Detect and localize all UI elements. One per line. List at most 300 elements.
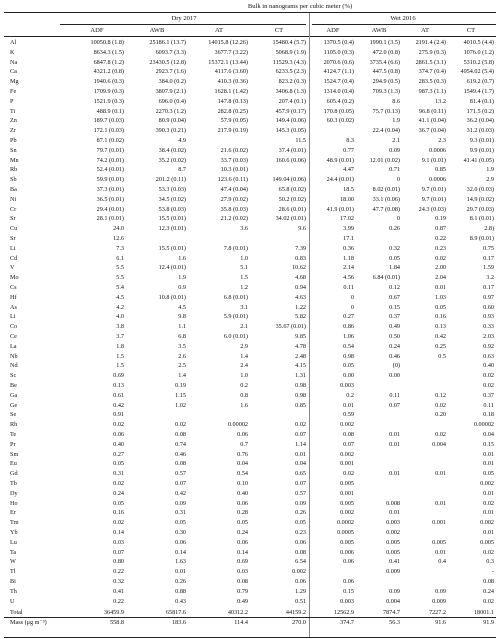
table-cell: 0.49 [237,597,248,605]
table-cell: 0.40 [113,440,124,448]
table-cell: 0.85 [435,166,446,174]
row-element-label: Te [10,431,17,438]
table-cell: 4.47 [343,166,354,174]
table-cell: 0.009 [432,597,446,605]
table-cell: 0.94 [295,284,306,291]
row-element-label: Be [10,382,17,389]
table-cell: 5.4 [116,284,124,291]
table-cell: 4117.6 (3.60) [214,68,248,76]
table-cell: 0.19 [175,382,186,389]
total-top-rule [4,617,496,618]
table-cell: 0.0002 [336,519,354,527]
table-cell: 1.5 [116,352,124,360]
table-cell: 31.2 (0.03) [466,127,494,135]
table-cell: 0.05 [237,519,248,527]
table-cell: 0.13 [113,382,124,389]
table-cell: 123.6 (0.11) [217,176,248,184]
table-cell: 1.31 [295,372,306,380]
table-cell: 18.00 [340,195,354,203]
table-cell: 0.31 [113,470,124,478]
row-element-label: Ni [10,195,17,203]
table-cell: 1.6 [178,254,186,262]
table-cell: 1.29 [295,587,306,595]
table-cell: 0.57 [175,470,186,478]
table-cell: 0.01 [435,499,446,507]
table-cell: 0.02 [483,548,494,556]
table-cell: 390.3 (0.21) [155,127,186,135]
table-cell: 0.06 [343,578,354,585]
table-cell: 0.08 [175,460,186,468]
table-cell: 23430.5 (12.8) [149,58,186,66]
table-cell: 24.0 [113,225,124,233]
table-cell: 0.69 [237,558,248,566]
table-cell: 5310.2 (5.8) [463,58,494,66]
table-cell: 17.02 [340,215,354,223]
table-cell: 5.82 [295,313,306,321]
table-cell: 384.0 (0.2) [158,78,186,86]
table-cell: 0.05 [113,499,124,507]
table-cell: 3406.8 (1.3) [275,88,306,95]
table-cell: 0.02 [483,372,494,380]
row-element-label: Na [10,58,18,66]
table-cell: 0.31 [175,509,186,517]
table-cell: 0.09 [435,587,446,595]
table-cell: 6233.5 (2.3) [275,68,306,76]
table-cell: 0.42 [435,333,446,340]
table-cell: 0.08 [295,548,306,556]
table-cell: 0.98 [295,382,306,389]
table-cell: 2.9 [486,176,494,184]
table-cell: 0.09 [389,587,400,595]
table-cell: 0.02 [435,431,446,438]
table-cell: 0.01 [389,431,400,438]
table-cell: 0.06 [295,578,306,585]
row-element-label: Dy [10,489,18,497]
table-cell: 18001.1 [473,609,494,617]
row-element-label: Cr [10,205,17,213]
table-cell: 1.59 [483,264,494,272]
table-cell: 0.59 [343,411,354,419]
table-cell: 8.9 (0.01) [469,235,494,242]
table-cell: 6.0 (0.01) [223,333,248,340]
table-cell: 7.8 (0.01) [223,244,248,252]
table-cell: 0.74 [175,440,186,448]
table-cell: 0.005 [340,499,354,507]
row-element-label: Sn [10,146,17,154]
row-element-label: Ce [10,333,17,340]
table-cell: 0.07 [295,480,306,487]
table-cell: 57.9 (0.05) [220,117,248,125]
table-cell: 1105.0 (0.3) [323,48,354,56]
table-cell: 0.60 [483,303,494,311]
table-cell: 0.20 [435,411,446,419]
table-cell: 0.02 [483,499,494,507]
table-cell: 0.0006 [428,146,446,154]
table-cell: 987.3 (1.1) [418,88,446,95]
table-cell: 0.98 [343,352,354,360]
table-cell: 0.69 [113,372,124,380]
row-element-label: Nd [10,362,18,370]
row-element-label: Al [10,39,17,46]
table-cell: 81.4 (0.1) [469,97,494,105]
table-cell: 0.02 [343,470,354,478]
table-cell: 3.7 [116,333,124,340]
table-cell: 0.46 [389,352,400,360]
table-cell: 0.09 [389,146,400,154]
table-cell: 53.3 (0.03) [158,186,186,193]
table-cell: 605.4 (0.2) [326,97,354,105]
table-cell: 619.2 (0.7) [466,78,494,86]
table-cell: 0.01 [435,470,446,478]
table-cell: 2191.4 (2.4) [415,39,446,46]
table-cell: 0.17 [483,254,494,262]
table-cell: 0.02 [113,519,124,527]
table-cell: 0.04 [483,431,494,438]
table-cell: 8.7 [178,166,186,174]
table-cell: 36459.9 [103,609,124,617]
table-cell: 0.4 [438,558,446,566]
table-cell: 0.08 [175,431,186,438]
table-cell: 0.00 [343,372,354,380]
table-cell: 7874.7 [382,609,400,617]
table-cell: 0.005 [340,538,354,546]
table-cell: 0.23 [435,244,446,252]
table-cell: 0.65 [295,470,306,478]
row-element-label: Gd [10,470,18,478]
table-cell: 170.8 (0.05) [323,107,354,115]
table-cell: 41.1 (0.04) [418,117,446,125]
table-cell: 0.41 [113,587,124,595]
table-cell: 0.06 [343,558,354,566]
table-cell: 0.05 [295,519,306,527]
table-cell: 2070.6 (0.6) [323,58,354,66]
table-cell: 0.04 [237,460,248,468]
table-cell: 0.3 [486,558,494,566]
table-cell: 0.92 [483,342,494,350]
table-cell: 0.40 [237,489,248,497]
table-cell: 0.05 [483,470,494,478]
table-bottom-rule [4,637,496,638]
table-cell: 1.4 [178,372,186,380]
table-cell: 2.00 [435,264,446,272]
table-cell: 0.11 [389,391,400,399]
table-cell: 0.28 [237,509,248,517]
table-cell: 6.8 (0.01) [223,293,248,301]
table-cell: 17.1 [343,235,354,242]
table-cell: 0.004 [386,597,400,605]
table-cell: 172.1 (0.03) [93,127,124,135]
table-cell: 29.4 (0.01) [96,205,124,213]
table-cell: 145.3 (0.05) [275,127,306,135]
table-cell: 0.001 [432,519,446,527]
table-cell: 0.79 [237,587,248,595]
table-cell: 0.002 [386,529,400,536]
table-cell: 171.5 (0.2) [466,107,494,115]
table-cell: 0.06 [113,431,124,438]
table-cell: 0.06 [175,538,186,546]
table-cell: 0.15 [483,440,494,448]
row-element-label: Tb [10,480,17,487]
col-header-dry-ct: CT [274,27,284,34]
group-separator [309,13,310,637]
table-cell: 15480.4 (5.7) [272,39,306,46]
table-cell: 15.5 (0.01) [158,215,186,223]
table-cell: 0.01 [389,509,400,517]
table-cell: 1.5 [240,274,248,282]
row-element-label: Nb [10,352,18,360]
table-cell: 41.41 (0.05) [463,156,494,164]
table-cell: 5.1 [240,264,248,272]
table-cell: 374.7 (0.4) [418,68,446,76]
row-element-label: Tm [10,519,19,527]
table-cell: 0.005 [432,538,446,546]
table-cell: 5068.9 (1.9) [275,48,306,56]
table-cell: 33.1 (0.06) [372,195,400,203]
row-element-label: Ba [10,186,17,193]
table-cell: 0.00 [389,372,400,380]
table-cell: 1.5 [116,362,124,370]
table-cell: 14.9 (0.02) [466,195,494,203]
group-rule-dry [60,24,306,25]
table-cell: 91.6 [435,619,446,627]
table-cell: 14015.8 (12.26) [208,39,248,46]
table-cell: 0.07 [389,401,400,409]
table-cell: 3677.7 (3.22) [214,48,248,56]
table-cell: 15.5 (0.01) [158,244,186,252]
table-cell: 0.01 [483,450,494,458]
table-cell: 1521.9 (0.3) [93,97,124,105]
table-cell: 2270.3 (1.2) [155,107,186,115]
row-element-label: Ca [10,68,17,76]
table-cell: 0.57 [295,489,306,497]
table-cell: 2.03 [483,333,494,340]
table-cell: 3.8 [116,323,124,331]
table-cell: 2.1 [240,323,248,331]
table-cell: 0.40 [483,362,494,370]
row-element-label: Rh [10,421,18,429]
table-cell: 558.8 [110,619,124,627]
row-element-label: Sm [10,450,19,458]
table-cell: 0.08 [483,578,494,585]
table-cell: 1990.1 (3.5) [369,39,400,46]
table-cell: 4.0 [116,313,124,321]
table-cell: 6847.8 (1.2) [93,58,124,66]
table-cell: 75.7 (0.13) [372,107,400,115]
row-element-label: Yb [10,529,18,536]
table-cell: 40312.2 [227,609,248,617]
table-cell: 1.03 [435,293,446,301]
table-cell: 11.5 [295,137,306,144]
table-cell: 10.8 (0.01) [158,293,186,301]
table-cell: 2.48 [295,352,306,360]
table-cell: 270.0 [292,619,306,627]
row-element-label: Rb [10,166,18,174]
table-cell: 0.02 [483,382,494,389]
table-cell: 283.5 (0.3) [418,78,446,86]
table-cell: 0.15 [343,587,354,595]
table-cell: 0.07 [295,431,306,438]
table-cell: 0.27 [343,313,354,321]
row-element-label: Li [10,313,16,321]
table-cell: 149.4 (0.06) [275,117,306,125]
table-cell: 2.04 [435,274,446,282]
table-cell: 6.8 [178,333,186,340]
row-element-label: Ga [10,391,18,399]
table-cell: 282.8 (0.25) [217,107,248,115]
table-cell: 44159.2 [285,609,306,617]
table-cell: 0.006 [340,548,354,556]
table-cell: 0.07 [113,548,124,556]
row-element-label: Fe [10,88,17,95]
table-cell: 0.91 [113,411,124,419]
row-element-label: W [10,558,16,566]
table-cell: 50.2 (0.02) [278,195,306,203]
table-cell: (0) [392,362,400,370]
table-cell: 34.5 (0.02) [158,195,186,203]
row-element-label: Mass (μg m⁻³) [10,619,47,627]
table-cell: 0.01 [483,509,494,517]
row-element-label: Sr [10,235,16,242]
table-cell: 0.8 [240,391,248,399]
table-cell: 0.01 [389,440,400,448]
table-cell: 0.22 [113,597,124,605]
row-element-label: Sc [10,372,17,380]
table-cell: 4.56 [343,274,354,282]
table-cell: 0.06 [237,431,248,438]
table-cell: 35.2 (0.02) [158,156,186,164]
table-cell: 2.9 [240,342,248,350]
row-element-label: Ge [10,401,18,409]
table-cell: 0.05 [343,362,354,370]
table-cell: 0.07 [343,440,354,448]
table-cell: 18.5 [343,186,354,193]
row-element-label: Se [10,411,17,419]
table-cell: 374.7 [340,619,354,627]
table-cell: 0.85 [295,401,306,409]
table-cell: 0.07 [175,480,186,487]
table-cell: 0.002 [480,519,494,527]
table-cell: 1.1 [178,323,186,331]
table-cell: 472.0 (0.8) [372,48,400,56]
row-element-label: Tl [10,568,16,576]
table-cell: 183.6 [172,619,186,627]
table-cell: 48.9 (0.01) [326,156,354,164]
table-cell: 12.3 (0.01) [158,225,186,233]
table-cell: 1314.0 (0.4) [323,88,354,95]
table-cell: 1.63 [175,558,186,566]
table-cell: 0.002 [340,421,354,429]
table-cell: 6093.7 (3.3) [155,48,186,56]
table-cell: 0.46 [175,450,186,458]
table-cell: 32.0 (0.03) [466,186,494,193]
table-cell: 0.009 [386,568,400,576]
row-element-label: Hf [10,293,17,301]
table-cell: 0.02 [113,421,124,429]
table-cell: 0.43 [175,597,186,605]
table-cell: 47.7 (0.08) [372,205,400,213]
table-cell: 0.26 [175,578,186,585]
table-cell: 80.9 (0.04) [158,117,186,125]
table-cell: 0 [350,293,354,301]
row-element-label: Sr [10,215,16,223]
table-cell: 0.33 [483,323,494,331]
table-cell: 0.7 [240,440,248,448]
table-cell: 1.15 [175,391,186,399]
table-cell: 1.06 [343,333,354,340]
table-cell: 4.2 [116,303,124,311]
table-cell: 0.002 [340,509,354,517]
table-cell: 9.7 (0.01) [421,195,446,203]
table-cell: 0.003 [340,597,354,605]
table-cell: 9.1 (0.01) [421,156,446,164]
table-cell: 0.24 [237,529,248,536]
row-element-label: Th [10,587,17,595]
table-cell: 3807.9 (2.1) [155,88,186,95]
table-cell: 3.6 [240,225,248,233]
table-cell: 5.5 [116,264,124,272]
col-header-wet-at: AT [420,27,430,34]
table-cell: 8.02 (0.01) [372,186,400,193]
table-cell: 0.0006 [428,176,446,184]
table-cell: 0.5 [438,352,446,360]
table-cell: 56.3 [389,619,400,627]
table-cell: 0.06 [237,538,248,546]
table-cell: 0.54 [343,342,354,350]
table-cell: 0.51 [295,597,306,605]
table-cell: 0.04 [295,460,306,468]
table-cell: 1.14 [295,440,306,448]
table-cell: 0.05 [435,303,446,311]
table-cell: 38.4 (0.02) [158,146,186,154]
col-header-wet-adf: ADF [326,27,340,34]
row-element-label: P [10,97,14,105]
table-cell: 4.9 [178,137,186,144]
table-cell: 25186.1 (13.7) [149,39,186,46]
table-cell: 53.8 (0.03) [158,205,186,213]
table-cell: 37.3 (0.01) [96,186,124,193]
table-cell: 10050.8 (1.8) [90,39,124,46]
table-cell: 0.03 [113,538,124,546]
table-cell: 8634.3 (1.5) [93,48,124,56]
table-cell: 0.42 [175,489,186,497]
table-cell: 22.4 (0.04) [372,127,400,135]
table-cell: 0.002 [340,450,354,458]
table-cell: 0.14 [237,548,248,556]
row-element-label: Zn [10,117,17,125]
table-cell: 201.2 (0.11) [155,176,186,184]
table-cell: 0.02 [295,421,306,429]
table-cell: 0.26 [389,225,400,233]
row-element-label: Ho [10,499,18,507]
row-element-label: U [10,597,15,605]
table-cell: 294.9 (0.5) [372,78,400,86]
table-cell: 0.30 [175,529,186,536]
table-cell: 3.2 [486,274,494,282]
table-cell: 0.24 [389,342,400,350]
table-cell: 24.4 (0.01) [326,176,354,184]
table-cell: 4.5 [116,293,124,301]
table-cell: 0.12 [389,284,400,291]
table-cell: 87.1 (0.02) [96,137,124,144]
table-cell: 0.32 [113,578,124,585]
table-cell: 12.6 [113,235,124,242]
table-cell: 4124.7 (1.1) [323,68,354,76]
row-element-label: Mn [10,156,19,164]
table-cell: 9.3 (0.01) [469,137,494,144]
table-cell: 0.02 [483,597,494,605]
table-cell: 0.49 [389,323,400,331]
table-cell: 0.54 [237,470,248,478]
